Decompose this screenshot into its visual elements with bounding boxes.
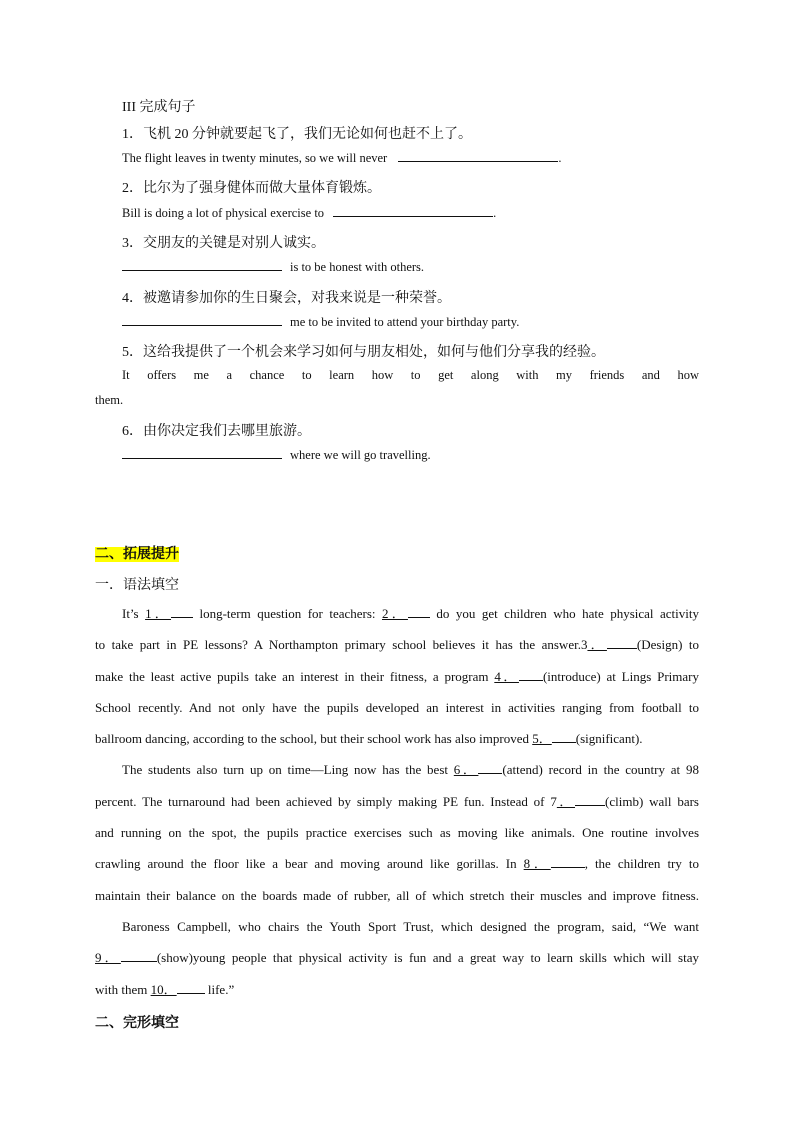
part-title: [95, 543, 179, 563]
part-title-text: 二、拓展提升: [95, 547, 179, 562]
passage-line: with them 10． life.”: [95, 981, 235, 997]
subsection-cloze: 二、完形填空: [95, 1016, 179, 1031]
passage-line: ballroom dancing, according to the school, but their school work has also improved 5． (significant).: [95, 731, 643, 747]
item-5-en-line2: them.: [95, 393, 124, 407]
section-heading: III 完成句子: [122, 100, 196, 115]
passage-line: Baroness Campbell, who chairs the Youth Sport Trust, which designed the program, said, “We want: [122, 918, 699, 934]
item-3-en: [122, 260, 424, 275]
item-4-en: [122, 315, 519, 330]
blank-3[interactable]: ．: [587, 637, 636, 652]
passage-line: 9． (show)young people that physical activity is fun and a great way to learn skills which will stay: [95, 950, 699, 966]
passage-line: crawling around the floor like a bear and moving around like gorillas. In 8． , the children try to: [95, 856, 700, 872]
blank-9[interactable]: 9．: [95, 950, 157, 965]
item-3-cn: 3．交朋友的关键是对别人诚实。: [122, 236, 325, 251]
blank-6[interactable]: 6．: [454, 762, 503, 777]
item-1-text: The flight leaves in twenty minutes, so we will never: [122, 151, 388, 165]
passage: [95, 598, 699, 1005]
item-2-cn: 2．比尔为了强身健体而做大量体育锻炼。: [122, 181, 381, 196]
passage-line: to take part in PE lessons? A Northampton primary school believes it has the answer.3． (Design) to: [95, 637, 699, 653]
item-2-end: .: [493, 206, 497, 220]
passage-line: It’s 1． long-term question for teachers: 2． do you get children who hate physical activity: [122, 606, 699, 621]
item-4-blank[interactable]: [122, 324, 282, 326]
blank-10[interactable]: 10．: [151, 982, 205, 997]
item-6-text: where we will go travelling.: [290, 448, 431, 462]
blank-4[interactable]: 4．: [494, 669, 543, 684]
blank-8[interactable]: 8．: [524, 856, 585, 871]
item-2-en: [122, 206, 496, 221]
item-6-en: [122, 448, 431, 463]
passage-line: and running on the spot, the pupils practice exercises such as moving like animals. One routine involves: [95, 825, 699, 841]
item-6-blank[interactable]: [122, 457, 282, 459]
item-6-cn: 6．由你决定我们去哪里旅游。: [122, 424, 311, 439]
passage-line: percent. The turnaround had been achieved by simply making PE fun. Instead of 7． (climb) wall bars: [95, 793, 699, 809]
item-3-blank[interactable]: [122, 269, 282, 271]
item-5-cn: 5．这给我提供了一个机会来学习如何与朋友相处，如何与他们分享我的经验。: [122, 345, 605, 360]
blank-2[interactable]: 2．: [382, 606, 430, 621]
passage-line: make the least active pupils take an interest in their fitness, a program 4． (introduce) at Lings Primary: [95, 668, 699, 684]
item-1-blank[interactable]: [398, 160, 558, 162]
blank-5[interactable]: 5．: [532, 731, 576, 746]
item-3-text: is to be honest with others.: [290, 260, 425, 274]
item-4-cn: 4．被邀请参加你的生日聚会，对我来说是一种荣誉。: [122, 291, 451, 306]
item-2-text: Bill is doing a lot of physical exercise to: [122, 206, 325, 220]
blank-1[interactable]: 1．: [145, 606, 193, 621]
item-1-en: [122, 151, 561, 166]
item-4-text: me to be invited to attend your birthday party.: [290, 315, 520, 329]
item-5-en-line1: It offers me a chance to learn how to get along with my friends and how: [122, 368, 699, 382]
blank-7[interactable]: ．: [557, 794, 605, 809]
passage-line: maintain their balance on the boards made of rubber, all of which stretch their muscles and improve fitness.: [95, 887, 699, 903]
subsection-grammar: 一．语法填空: [95, 578, 179, 593]
passage-line: The students also turn up on time—Ling now has the best 6． (attend) record in the country at 98: [122, 762, 699, 778]
item-2-blank[interactable]: [333, 215, 493, 217]
passage-line: School recently. And not only have the pupils developed an interest in activities ranging from football to: [95, 699, 699, 715]
item-1-cn: 1．飞机 20 分钟就要起飞了，我们无论如何也赶不上了。: [122, 127, 472, 142]
item-1-end: .: [558, 151, 562, 165]
